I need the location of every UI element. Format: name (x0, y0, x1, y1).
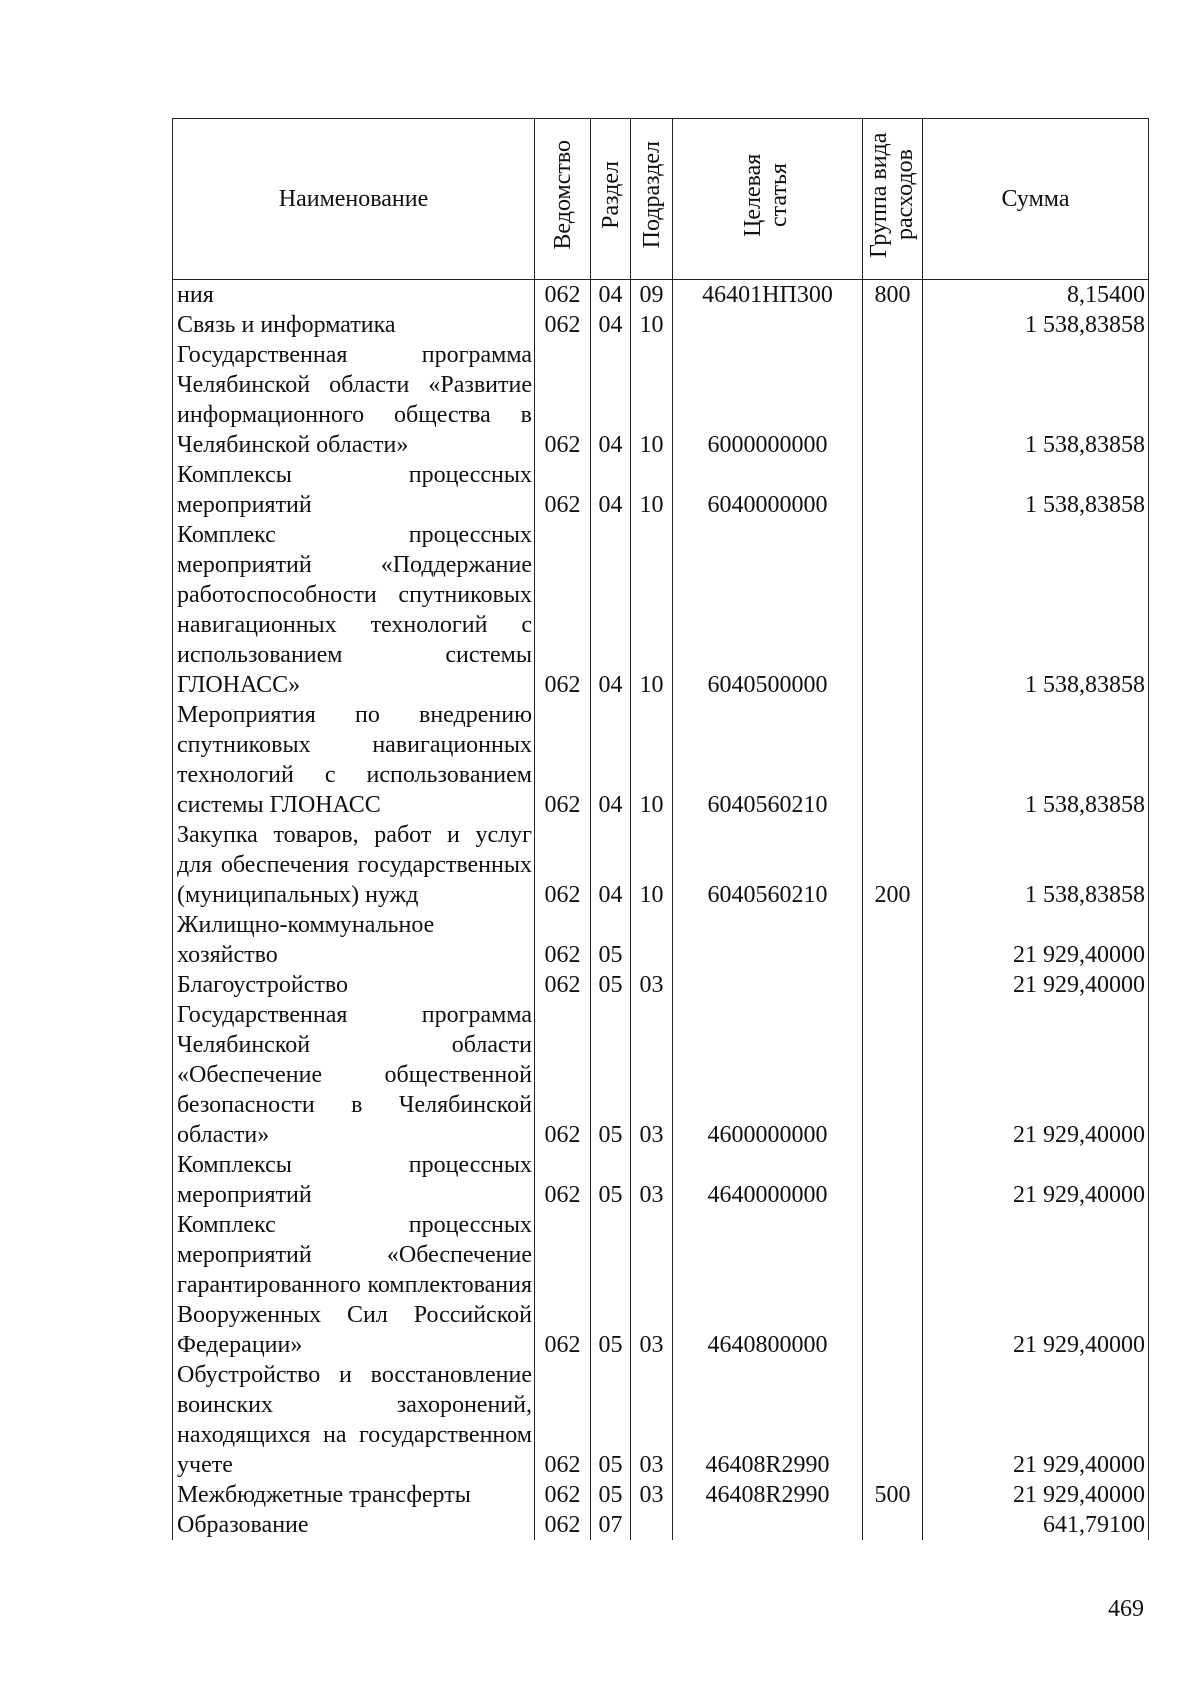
cell-subsection: 10 (631, 520, 673, 700)
header-subsection: Подраздел (631, 119, 673, 280)
cell-name: Комплекс процессных мероприятий «Поддержание работоспособности спутниковых навигационных технологий с использованием системы ГЛОНАСС» (173, 520, 535, 700)
cell-department: 062 (535, 820, 591, 910)
cell-amount: 21 929,40000 (923, 970, 1149, 1000)
cell-amount: 1 538,83858 (923, 820, 1149, 910)
cell-department: 062 (535, 340, 591, 460)
cell-name: Комплекс процессных мероприятий «Обеспечение гарантированного комплектования Вооруженных Сил Российской Федерации» (173, 1210, 535, 1360)
table-row (173, 1210, 1149, 1360)
cell-section: 04 (591, 520, 631, 700)
cell-expense-group (863, 910, 923, 970)
table-body (173, 280, 1149, 1541)
budget-table (172, 118, 1149, 1540)
cell-target-article (673, 1510, 863, 1540)
cell-target-article: 6040500000 (673, 520, 863, 700)
cell-department: 062 (535, 910, 591, 970)
cell-target-article: 46408R2990 (673, 1480, 863, 1510)
cell-section: 04 (591, 340, 631, 460)
cell-department: 062 (535, 700, 591, 820)
cell-section: 04 (591, 700, 631, 820)
cell-department: 062 (535, 460, 591, 520)
cell-department: 062 (535, 1510, 591, 1540)
table-row (173, 280, 1149, 311)
cell-amount: 21 929,40000 (923, 1150, 1149, 1210)
cell-department: 062 (535, 280, 591, 311)
cell-expense-group (863, 310, 923, 340)
cell-department: 062 (535, 1150, 591, 1210)
header-target-article: Целевая статья (673, 119, 863, 280)
cell-expense-group (863, 1210, 923, 1360)
cell-section: 04 (591, 280, 631, 311)
cell-section: 07 (591, 1510, 631, 1540)
header-section: Раздел (591, 119, 631, 280)
cell-name: Образование (173, 1510, 535, 1540)
table-row (173, 1480, 1149, 1510)
cell-subsection: 03 (631, 1000, 673, 1150)
cell-target-article: 46408R2990 (673, 1360, 863, 1480)
cell-section: 04 (591, 460, 631, 520)
cell-section: 05 (591, 1000, 631, 1150)
cell-subsection (631, 1510, 673, 1540)
cell-amount: 21 929,40000 (923, 910, 1149, 970)
cell-expense-group (863, 1360, 923, 1480)
cell-department: 062 (535, 1000, 591, 1150)
cell-subsection: 03 (631, 970, 673, 1000)
cell-amount: 21 929,40000 (923, 1210, 1149, 1360)
table-row (173, 910, 1149, 970)
cell-amount: 1 538,83858 (923, 340, 1149, 460)
cell-department: 062 (535, 1480, 591, 1510)
table-row (173, 460, 1149, 520)
cell-target-article: 4640000000 (673, 1150, 863, 1210)
table-row (173, 340, 1149, 460)
cell-name: Связь и информатика (173, 310, 535, 340)
cell-expense-group (863, 1000, 923, 1150)
cell-name: Мероприятия по внедрению спутниковых навигационных технологий с использованием системы ГЛОНАСС (173, 700, 535, 820)
cell-amount: 641,79100 (923, 1510, 1149, 1540)
cell-department: 062 (535, 1210, 591, 1360)
cell-target-article (673, 910, 863, 970)
cell-expense-group: 200 (863, 820, 923, 910)
table-row (173, 970, 1149, 1000)
cell-section: 05 (591, 1360, 631, 1480)
cell-subsection: 10 (631, 700, 673, 820)
cell-subsection: 10 (631, 820, 673, 910)
cell-subsection: 03 (631, 1360, 673, 1480)
cell-name: Межбюджетные трансферты (173, 1480, 535, 1510)
table-row (173, 1150, 1149, 1210)
cell-amount: 1 538,83858 (923, 460, 1149, 520)
header-department: Ведомство (535, 119, 591, 280)
cell-amount: 21 929,40000 (923, 1360, 1149, 1480)
cell-name: Благоустройство (173, 970, 535, 1000)
cell-name: Государственная программа Челябинской области «Обеспечение общественной безопасности в Челябинской области» (173, 1000, 535, 1150)
cell-target-article: 46401НП300 (673, 280, 863, 311)
cell-section: 05 (591, 970, 631, 1000)
table-row (173, 700, 1149, 820)
cell-name: Комплексы процессных мероприятий (173, 1150, 535, 1210)
cell-department: 062 (535, 310, 591, 340)
cell-department: 062 (535, 520, 591, 700)
header-amount: Сумма (923, 119, 1149, 280)
table-row (173, 1360, 1149, 1480)
cell-expense-group (863, 1150, 923, 1210)
cell-expense-group: 800 (863, 280, 923, 311)
table-header-row (173, 119, 1149, 280)
cell-section: 05 (591, 1150, 631, 1210)
cell-section: 05 (591, 1210, 631, 1360)
table-row (173, 1000, 1149, 1150)
table-row (173, 310, 1149, 340)
header-name: Наименование (173, 119, 535, 280)
cell-target-article: 6000000000 (673, 340, 863, 460)
cell-name: Закупка товаров, работ и услуг для обеспечения государственных (муниципальных) нужд (173, 820, 535, 910)
cell-amount: 21 929,40000 (923, 1480, 1149, 1510)
cell-expense-group: 500 (863, 1480, 923, 1510)
cell-subsection (631, 910, 673, 970)
page-number: 469 (1108, 1596, 1144, 1622)
cell-expense-group (863, 460, 923, 520)
table-row (173, 520, 1149, 700)
cell-name: Государственная программа Челябинской области «Развитие информационного общества в Челябинской области» (173, 340, 535, 460)
cell-target-article (673, 310, 863, 340)
cell-section: 05 (591, 910, 631, 970)
cell-amount: 1 538,83858 (923, 700, 1149, 820)
table-row (173, 1510, 1149, 1540)
cell-department: 062 (535, 1360, 591, 1480)
cell-expense-group (863, 700, 923, 820)
cell-subsection: 09 (631, 280, 673, 311)
cell-amount: 1 538,83858 (923, 310, 1149, 340)
cell-subsection: 03 (631, 1150, 673, 1210)
cell-name: ния (173, 280, 535, 311)
cell-section: 04 (591, 310, 631, 340)
cell-amount: 8,15400 (923, 280, 1149, 311)
cell-expense-group (863, 520, 923, 700)
cell-subsection: 10 (631, 460, 673, 520)
cell-target-article: 6040560210 (673, 820, 863, 910)
cell-section: 04 (591, 820, 631, 910)
cell-target-article: 6040000000 (673, 460, 863, 520)
header-expense-group: Группа вида расходов (863, 119, 923, 280)
cell-subsection: 03 (631, 1480, 673, 1510)
cell-name: Обустройство и восстановление воинских захоронений, находящихся на государственном учете (173, 1360, 535, 1480)
cell-section: 05 (591, 1480, 631, 1510)
cell-name: Жилищно-коммунальное хозяйство (173, 910, 535, 970)
cell-expense-group (863, 970, 923, 1000)
cell-department: 062 (535, 970, 591, 1000)
table-row (173, 820, 1149, 910)
cell-subsection: 10 (631, 310, 673, 340)
cell-expense-group (863, 1510, 923, 1540)
cell-name: Комплексы процессных мероприятий (173, 460, 535, 520)
cell-subsection: 03 (631, 1210, 673, 1360)
cell-amount: 21 929,40000 (923, 1000, 1149, 1150)
cell-expense-group (863, 340, 923, 460)
cell-subsection: 10 (631, 340, 673, 460)
cell-target-article: 4640800000 (673, 1210, 863, 1360)
cell-target-article (673, 970, 863, 1000)
cell-amount: 1 538,83858 (923, 520, 1149, 700)
cell-target-article: 6040560210 (673, 700, 863, 820)
cell-target-article: 4600000000 (673, 1000, 863, 1150)
